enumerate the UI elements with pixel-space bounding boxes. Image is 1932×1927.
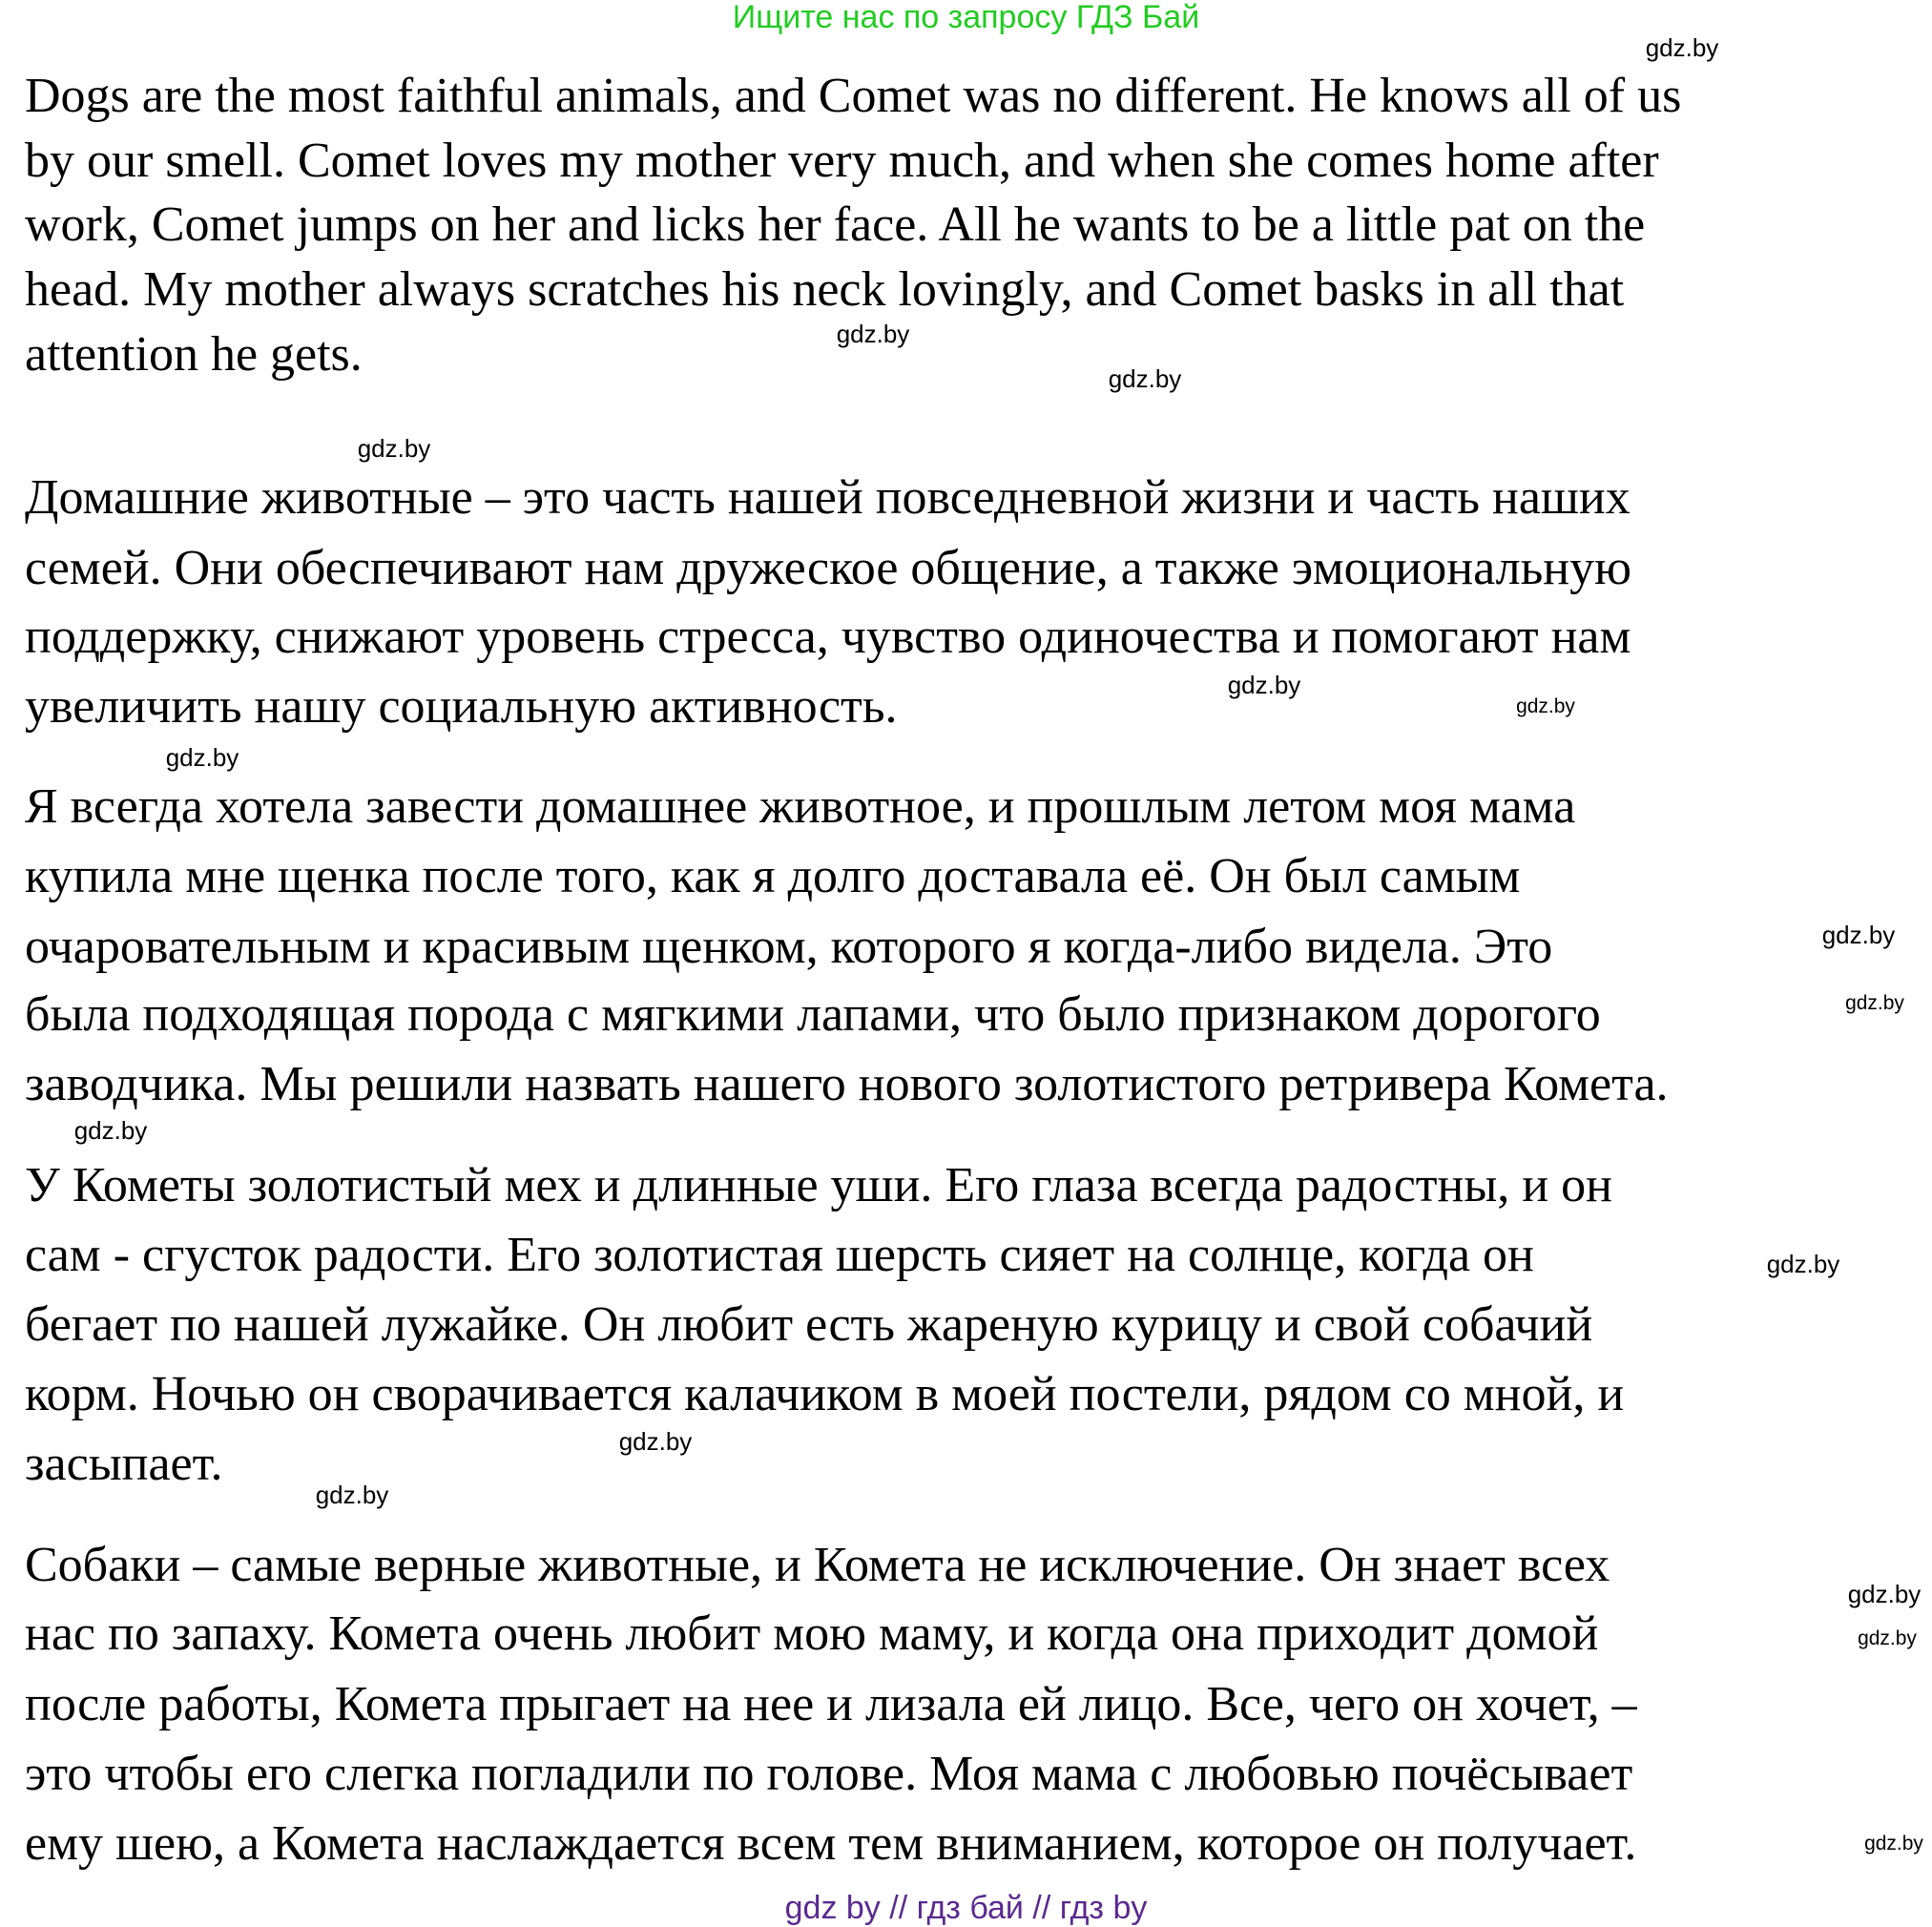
watermark-text: gdz.by <box>357 434 431 463</box>
text-line: Собаки – самые верные животные, и Комета не исключение. Он знает всех <box>25 1538 1610 1592</box>
watermark-text: gdz.by <box>1766 1250 1840 1278</box>
watermark-text: gdz.by <box>1645 33 1719 62</box>
text-line: У Кометы золотистый мех и длинные уши. Его глаза всегда радостны, и он <box>25 1158 1612 1212</box>
text-line: увеличить нашу социальную активность. <box>25 679 898 734</box>
text-line: head. My mother always scratches his neck lovingly, and Comet basks in all that <box>25 262 1625 317</box>
watermark-text: gdz.by <box>1108 364 1182 393</box>
header-banner: Ищите нас по запросу ГДЗ Бай <box>732 0 1200 35</box>
text-line: сам - сгусток радости. Его золотистая шерсть сияет на солнце, когда он <box>25 1228 1534 1282</box>
watermark-text: gdz.by <box>1864 1833 1923 1854</box>
text-line: после работы, Комета прыгает на нее и лизала ей лицо. Все, чего он хочет, – <box>25 1677 1637 1731</box>
text-line: work, Comet jumps on her and licks her face. All he wants to be a little pat on the <box>25 197 1646 252</box>
text-line: бегает по нашей лужайке. Он любит есть жареную курицу и свой собачий <box>25 1297 1593 1352</box>
footer-banner: gdz by // гдз бай // гдз by <box>784 1890 1148 1926</box>
text-line: ему шею, а Комета наслаждается всем тем вниманием, которое он получает. <box>25 1816 1637 1871</box>
text-line: Dogs are the most faithful animals, and Comet was no different. He knows all of us <box>25 69 1682 123</box>
text-line: Домашние животные – это часть нашей повседневной жизни и часть наших <box>25 470 1631 525</box>
watermark-text: gdz.by <box>315 1481 389 1509</box>
text-line: Я всегда хотела завести домашнее животное, и прошлым летом моя мама <box>25 779 1576 834</box>
text-line: by our smell. Comet loves my mother very much, and when she comes home after <box>25 134 1659 188</box>
text-line: поддержку, снижают уровень стресса, чувство одиночества и помогают нам <box>25 610 1631 664</box>
watermark-text: gdz.by <box>1845 992 1904 1014</box>
text-line: была подходящая порода с мягкими лапами, что было признаком дорогого <box>25 987 1601 1042</box>
text-line: заводчика. Мы решили назвать нашего нового золотистого ретривера Комета. <box>25 1057 1669 1111</box>
text-line: attention he gets. <box>25 327 363 382</box>
watermark-text: gdz.by <box>1858 1627 1917 1649</box>
watermark-text: gdz.by <box>836 320 910 348</box>
watermark-text: gdz.by <box>618 1427 693 1456</box>
watermark-text: gdz.by <box>1847 1580 1922 1608</box>
text-line: семей. Они обеспечивают нам дружеское общение, а также эмоциональную <box>25 541 1631 595</box>
watermark-text: gdz.by <box>165 743 239 772</box>
watermark-text: gdz.by <box>1821 921 1896 949</box>
watermark-text: gdz.by <box>1227 671 1301 699</box>
text-line: засыпает. <box>25 1437 223 1491</box>
text-line: купила мне щенка после того, как я долго доставала её. Он был самым <box>25 849 1521 903</box>
text-line: это чтобы его слегка погладили по голове. Моя мама с любовью почёсывает <box>25 1747 1633 1801</box>
text-line: корм. Ночью он сворачивается калачиком в моей постели, рядом со мной, и <box>25 1367 1625 1421</box>
text-line: очаровательным и красивым щенком, которого я когда-либо видела. Это <box>25 920 1553 974</box>
watermark-text: gdz.by <box>1516 695 1575 717</box>
text-line: нас по запаху. Комета очень любит мою маму, и когда она приходит домой <box>25 1606 1599 1661</box>
watermark-text: gdz.by <box>73 1116 148 1145</box>
